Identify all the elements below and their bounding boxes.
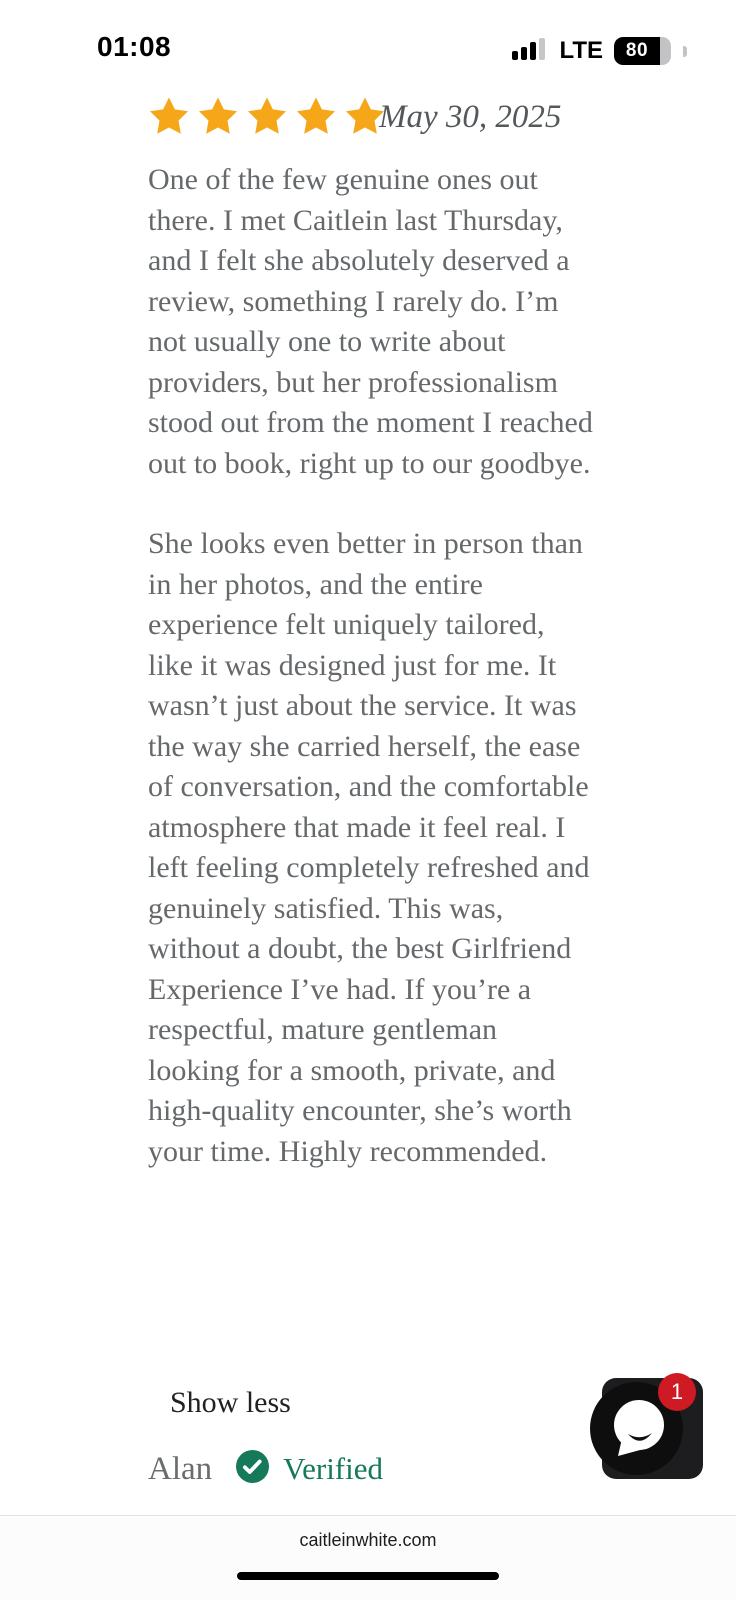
star-icon	[246, 97, 288, 136]
review-text	[148, 160, 595, 1172]
verified-check-icon	[236, 1450, 269, 1488]
status-time: 01:08	[97, 31, 172, 62]
chat-unread-badge	[658, 1373, 696, 1411]
review-paragraph: She looks even better in person than in her photos, and the entire experience felt uniquely tailored, like it was designed just for me. It wasn’t just about the service. It was the way she carried herself, the ease of conversation, and the comfortable atmosphere that made it feel real. I left feeling completely refreshed and genuinely satisfied. This was, without a doubt, the best Girlfriend Experience I’ve had. If you’re a respectful, mature gentleman looking for a smooth, private, and high-quality encounter, she’s worth your time. Highly recommended.	[148, 527, 590, 1168]
chat-unread-count: 1	[670, 1379, 684, 1404]
battery-cap	[683, 46, 687, 57]
browser-url[interactable]: caitleinwhite.com	[299, 1530, 437, 1550]
star-icon	[148, 97, 190, 136]
star-icon	[295, 97, 337, 136]
verified-badge	[236, 1450, 383, 1488]
show-less-link[interactable]: Show less	[170, 1386, 291, 1419]
browser-bottom-bar[interactable]	[0, 1515, 736, 1600]
network-type-label: LTE	[559, 37, 603, 64]
chat-widget-button[interactable]	[602, 1378, 703, 1479]
verified-label: Verified	[283, 1451, 383, 1486]
status-bar-right	[512, 36, 687, 66]
signal-strength-icon	[512, 38, 548, 65]
battery-icon	[614, 37, 671, 65]
author-name: Alan	[148, 1450, 213, 1487]
review-author-row	[148, 1450, 383, 1488]
battery-percent: 80	[625, 40, 649, 61]
star-icon	[197, 97, 239, 136]
review-paragraph: One of the few genuine ones out there. I met Caitlein last Thursday, and I felt she absolutely deserved a review, something I rarely do. I’m not usually one to write about providers, but her professionalism stood out from the moment I reached out to book, right up to our goodbye.	[148, 163, 593, 480]
review-date: May 30, 2025	[379, 99, 562, 135]
home-indicator[interactable]	[237, 1572, 499, 1580]
star-rating	[148, 97, 386, 136]
